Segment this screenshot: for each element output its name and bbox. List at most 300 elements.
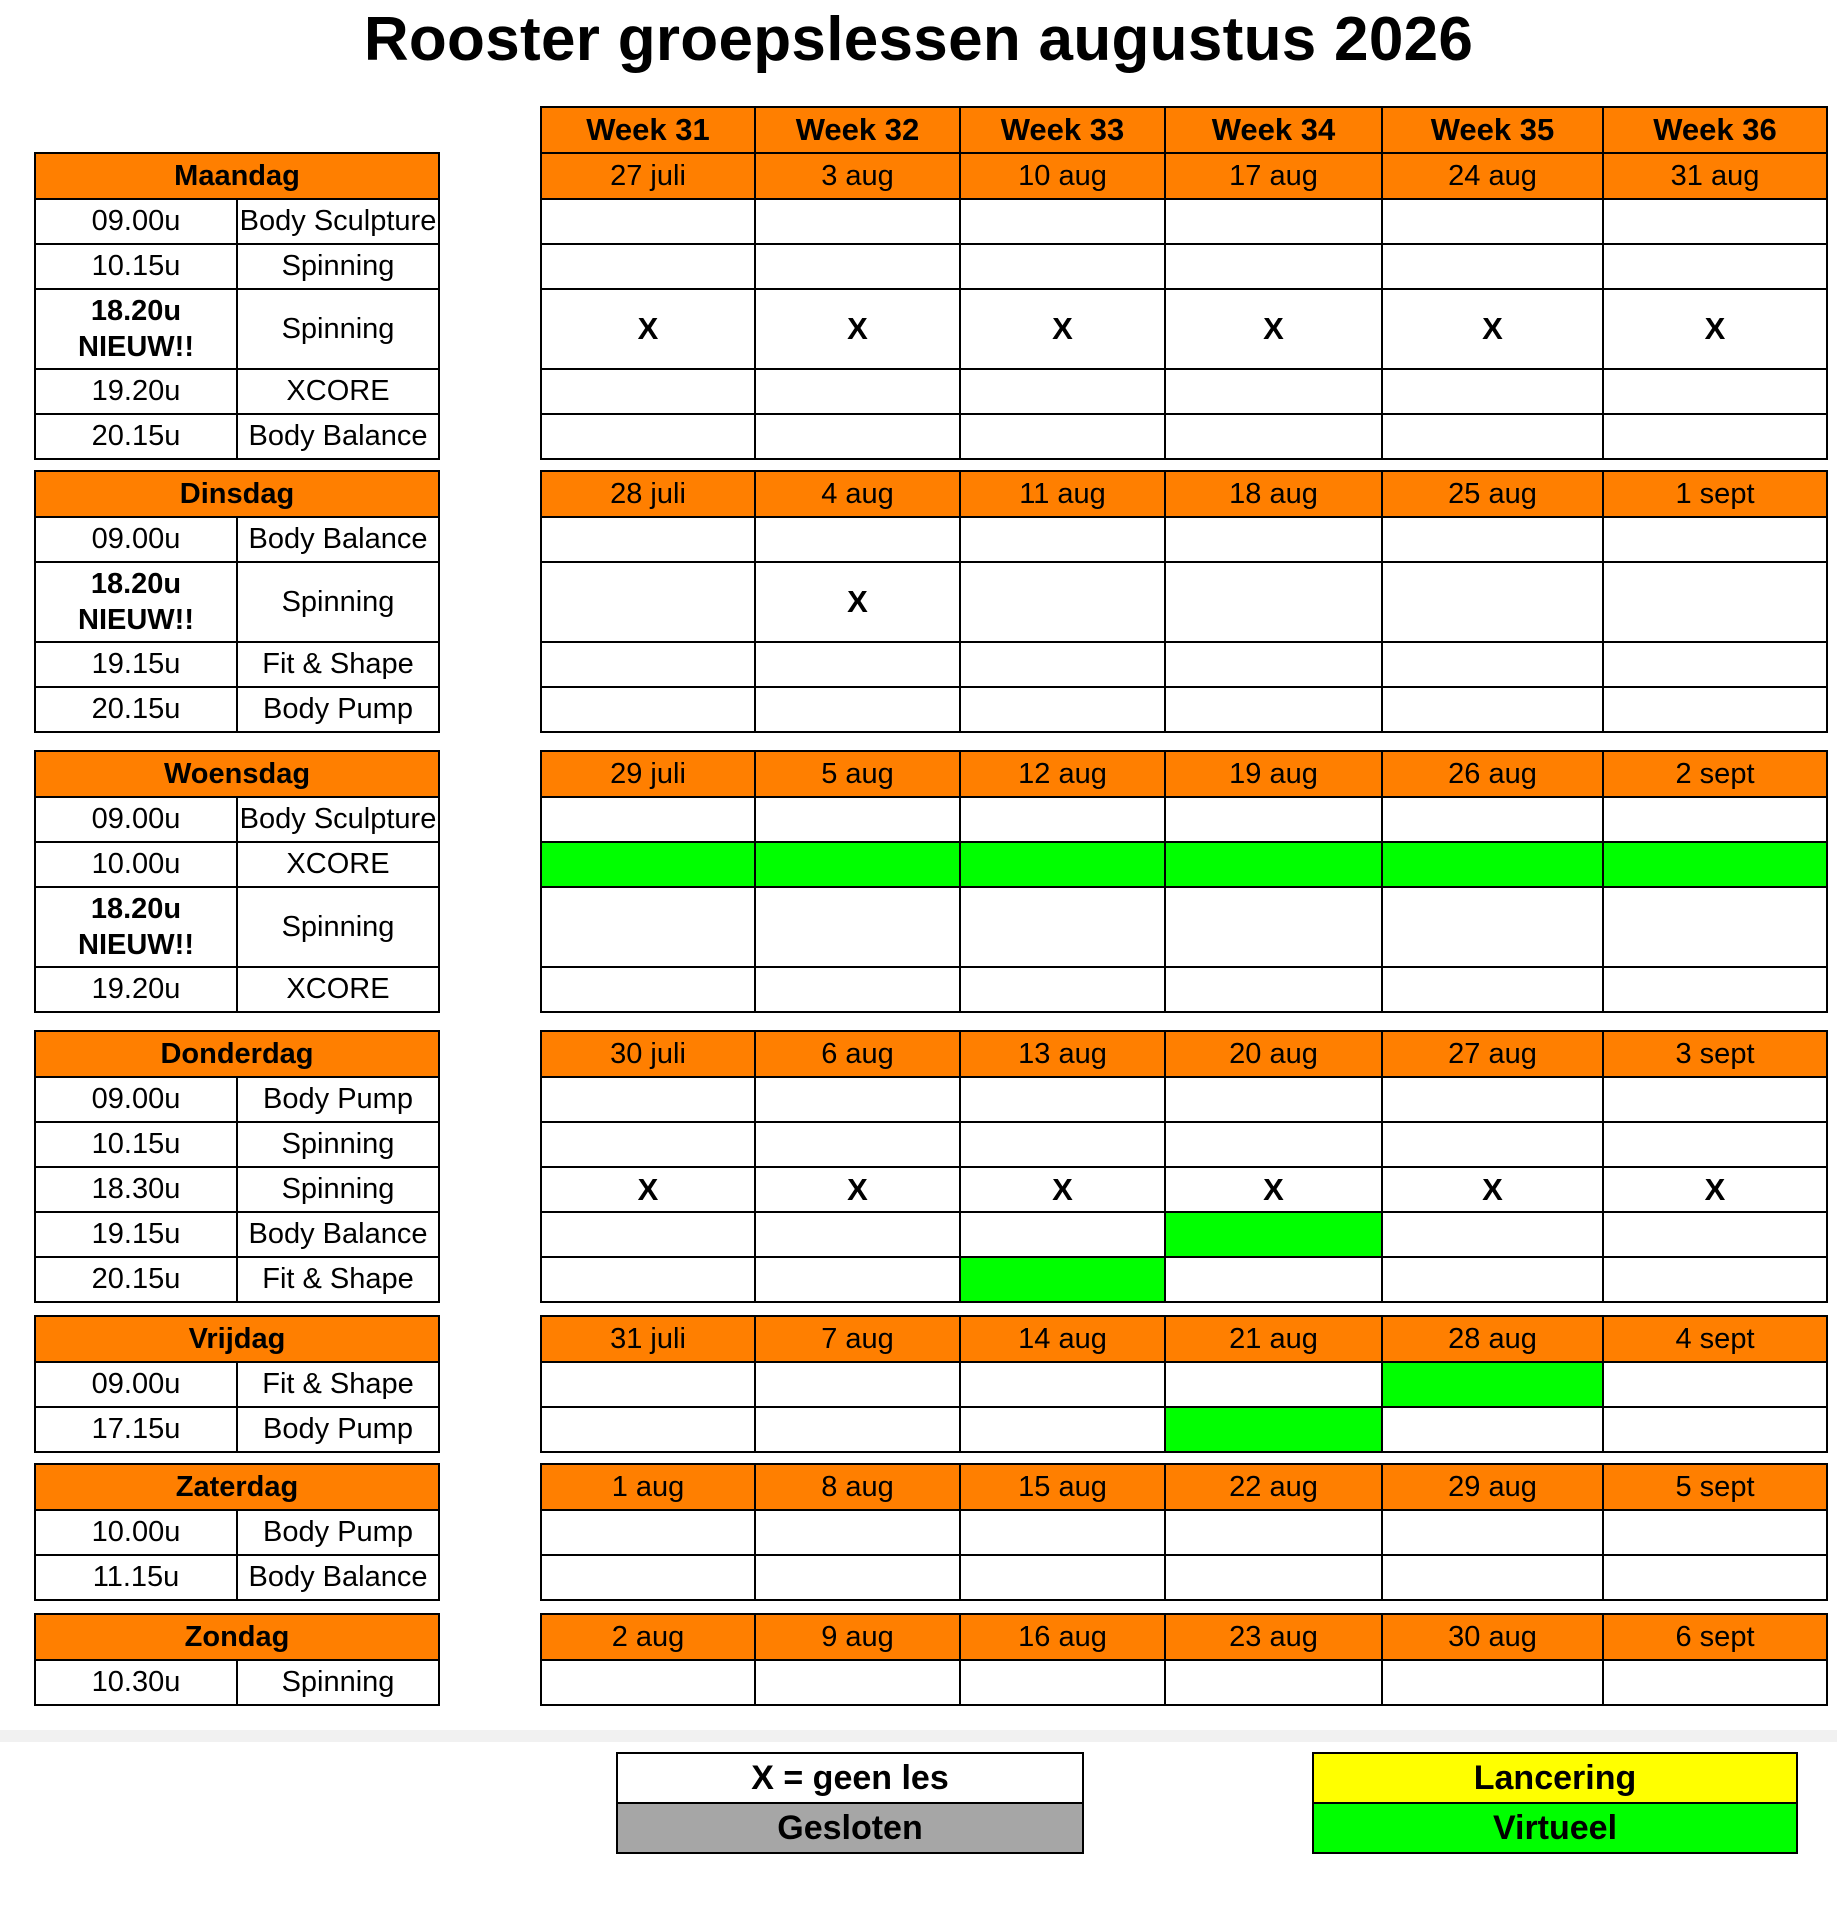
empty-cell (1165, 967, 1382, 1012)
date-cell: 26 aug (1382, 751, 1603, 797)
empty-cell (1382, 199, 1603, 244)
empty-cell (541, 1077, 755, 1122)
empty-cell (541, 797, 755, 842)
empty-cell (541, 414, 755, 459)
empty-cell (1603, 1407, 1827, 1452)
no-class-mark: X (541, 289, 755, 369)
empty-cell (1603, 562, 1827, 642)
day-grid-zaterdag (540, 1463, 1828, 1601)
empty-cell (960, 1362, 1165, 1407)
empty-cell (1603, 687, 1827, 732)
day-table-maandag (34, 152, 440, 460)
day-table-vrijdag (34, 1315, 440, 1453)
empty-cell (1165, 562, 1382, 642)
lesson-time (35, 887, 237, 967)
legend-right (1312, 1752, 1798, 1854)
empty-cell (960, 517, 1165, 562)
date-cell: 18 aug (1165, 471, 1382, 517)
lesson-time (35, 289, 237, 369)
lesson-row (35, 1362, 439, 1407)
lesson-row (35, 562, 439, 642)
empty-cell (755, 1407, 960, 1452)
legend-launch: Lancering (1313, 1753, 1797, 1803)
date-cell: 4 aug (755, 471, 960, 517)
day-name: Maandag (35, 153, 439, 199)
empty-cell (1382, 1510, 1603, 1555)
day-name: Donderdag (35, 1031, 439, 1077)
lesson-time (35, 562, 237, 642)
empty-cell (541, 1122, 755, 1167)
empty-cell (960, 1212, 1165, 1257)
date-cell: 13 aug (960, 1031, 1165, 1077)
lesson-grid-row (541, 687, 1827, 732)
empty-cell (1382, 797, 1603, 842)
empty-cell (1382, 1660, 1603, 1705)
lesson-grid-row (541, 887, 1827, 967)
date-cell: 7 aug (755, 1316, 960, 1362)
empty-cell (1165, 797, 1382, 842)
empty-cell (1165, 687, 1382, 732)
date-cell: 4 sept (1603, 1316, 1827, 1362)
lesson-new-note: NIEUW!! (78, 331, 194, 363)
empty-cell (1165, 1510, 1382, 1555)
lesson-grid-row (541, 967, 1827, 1012)
empty-cell (541, 1362, 755, 1407)
lesson-class: Spinning (237, 244, 439, 289)
lesson-row (35, 1510, 439, 1555)
lesson-class: Body Balance (237, 517, 439, 562)
lesson-class: XCORE (237, 967, 439, 1012)
date-cell: 1 aug (541, 1464, 755, 1510)
lesson-class: Body Pump (237, 1510, 439, 1555)
empty-cell (755, 1555, 960, 1600)
lesson-row (35, 1167, 439, 1212)
week-header: Week 32 (755, 107, 960, 153)
lesson-class: Body Balance (237, 1212, 439, 1257)
empty-cell (755, 1362, 960, 1407)
week-header: Week 36 (1603, 107, 1827, 153)
lesson-row (35, 244, 439, 289)
lesson-grid-row (541, 1167, 1827, 1212)
empty-cell (541, 1660, 755, 1705)
lesson-grid-row (541, 369, 1827, 414)
day-table-zondag (34, 1613, 440, 1706)
date-cell: 9 aug (755, 1614, 960, 1660)
day-name: Zondag (35, 1614, 439, 1660)
date-cell: 20 aug (1165, 1031, 1382, 1077)
empty-cell (1382, 562, 1603, 642)
lesson-grid-row (541, 517, 1827, 562)
lesson-class: Body Balance (237, 1555, 439, 1600)
lesson-time: 11.15u (35, 1555, 237, 1600)
empty-cell (755, 642, 960, 687)
lesson-time: 19.20u (35, 967, 237, 1012)
empty-cell (1382, 967, 1603, 1012)
lesson-class: Fit & Shape (237, 642, 439, 687)
lesson-class: Spinning (237, 1660, 439, 1705)
virtual-cell (541, 842, 755, 887)
date-cell: 19 aug (1165, 751, 1382, 797)
empty-cell (960, 967, 1165, 1012)
lesson-time-value: 18.20u (90, 295, 182, 327)
empty-cell (755, 1660, 960, 1705)
empty-cell (1603, 887, 1827, 967)
empty-cell (755, 797, 960, 842)
empty-cell (755, 1122, 960, 1167)
empty-cell (541, 687, 755, 732)
empty-cell (1165, 1257, 1382, 1302)
no-class-mark: X (1603, 289, 1827, 369)
no-class-mark: X (1165, 1167, 1382, 1212)
empty-cell (541, 369, 755, 414)
empty-cell (1382, 1212, 1603, 1257)
no-class-mark: X (755, 289, 960, 369)
virtual-cell (960, 842, 1165, 887)
date-cell: 22 aug (1165, 1464, 1382, 1510)
virtual-cell (1165, 1212, 1382, 1257)
empty-cell (755, 369, 960, 414)
virtual-cell (1382, 842, 1603, 887)
lesson-time: 09.00u (35, 1362, 237, 1407)
empty-cell (1165, 1555, 1382, 1600)
lesson-time: 17.15u (35, 1407, 237, 1452)
empty-cell (1603, 1257, 1827, 1302)
empty-cell (755, 687, 960, 732)
empty-cell (960, 1555, 1165, 1600)
date-cell: 16 aug (960, 1614, 1165, 1660)
date-cell: 23 aug (1165, 1614, 1382, 1660)
empty-cell (755, 1257, 960, 1302)
week-header: Week 33 (960, 107, 1165, 153)
date-cell: 31 juli (541, 1316, 755, 1362)
day-name: Zaterdag (35, 1464, 439, 1510)
legend-left (616, 1752, 1084, 1854)
lesson-grid-row (541, 289, 1827, 369)
week-header: Week 34 (1165, 107, 1382, 153)
empty-cell (541, 1407, 755, 1452)
empty-cell (755, 1510, 960, 1555)
virtual-cell (1165, 842, 1382, 887)
lesson-grid-row (541, 1660, 1827, 1705)
day-name: Dinsdag (35, 471, 439, 517)
lesson-class: Body Pump (237, 1077, 439, 1122)
day-table-donderdag (34, 1030, 440, 1303)
lesson-row (35, 1122, 439, 1167)
day-name: Vrijdag (35, 1316, 439, 1362)
lesson-grid-row (541, 797, 1827, 842)
lesson-row (35, 967, 439, 1012)
day-grid-donderdag (540, 1030, 1828, 1303)
empty-cell (541, 1212, 755, 1257)
date-cell: 15 aug (960, 1464, 1165, 1510)
date-cell: 17 aug (1165, 153, 1382, 199)
lesson-row (35, 887, 439, 967)
day-name: Woensdag (35, 751, 439, 797)
lesson-class: Body Sculpture (237, 797, 439, 842)
lesson-class: Fit & Shape (237, 1362, 439, 1407)
no-class-mark: X (1603, 1167, 1827, 1212)
empty-cell (1165, 199, 1382, 244)
legend-closed: Gesloten (617, 1803, 1083, 1853)
empty-cell (1382, 369, 1603, 414)
empty-cell (1603, 1122, 1827, 1167)
lesson-class: Spinning (237, 562, 439, 642)
lesson-class: Spinning (237, 887, 439, 967)
empty-cell (1382, 1555, 1603, 1600)
empty-cell (1382, 687, 1603, 732)
lesson-time: 09.00u (35, 1077, 237, 1122)
lesson-time: 20.15u (35, 687, 237, 732)
date-cell: 1 sept (1603, 471, 1827, 517)
empty-cell (541, 887, 755, 967)
date-cell: 27 aug (1382, 1031, 1603, 1077)
lesson-grid-row (541, 199, 1827, 244)
lesson-time-value: 18.20u (90, 568, 182, 600)
empty-cell (1382, 414, 1603, 459)
empty-cell (960, 1510, 1165, 1555)
no-class-mark: X (755, 562, 960, 642)
lesson-grid-row (541, 562, 1827, 642)
empty-cell (1603, 1555, 1827, 1600)
empty-cell (541, 517, 755, 562)
date-cell: 11 aug (960, 471, 1165, 517)
lesson-time: 18.30u (35, 1167, 237, 1212)
empty-cell (960, 797, 1165, 842)
legend-virtual: Virtueel (1313, 1803, 1797, 1853)
empty-cell (960, 1077, 1165, 1122)
empty-cell (960, 1407, 1165, 1452)
virtual-cell (755, 842, 960, 887)
empty-cell (1382, 1257, 1603, 1302)
empty-cell (1603, 1212, 1827, 1257)
lesson-class: XCORE (237, 842, 439, 887)
lesson-row (35, 842, 439, 887)
week-header: Week 31 (541, 107, 755, 153)
empty-cell (1603, 1362, 1827, 1407)
date-cell: 5 aug (755, 751, 960, 797)
empty-cell (755, 517, 960, 562)
date-cell: 27 juli (541, 153, 755, 199)
lesson-grid-row (541, 1077, 1827, 1122)
lesson-time: 20.15u (35, 414, 237, 459)
empty-cell (1165, 1660, 1382, 1705)
date-cell: 29 juli (541, 751, 755, 797)
lesson-row (35, 517, 439, 562)
date-cell: 24 aug (1382, 153, 1603, 199)
lesson-grid-row (541, 414, 1827, 459)
day-table-woensdag (34, 750, 440, 1013)
empty-cell (755, 414, 960, 459)
lesson-row (35, 414, 439, 459)
no-class-mark: X (1382, 289, 1603, 369)
lesson-grid-row (541, 1362, 1827, 1407)
lesson-class: Fit & Shape (237, 1257, 439, 1302)
no-class-mark: X (960, 1167, 1165, 1212)
empty-cell (960, 199, 1165, 244)
empty-cell (755, 967, 960, 1012)
lesson-time: 10.30u (35, 1660, 237, 1705)
lesson-class: XCORE (237, 369, 439, 414)
empty-cell (1382, 1077, 1603, 1122)
empty-cell (960, 369, 1165, 414)
week-header-table (540, 106, 1828, 154)
empty-cell (1165, 517, 1382, 562)
date-cell: 5 sept (1603, 1464, 1827, 1510)
day-grid-zondag (540, 1613, 1828, 1706)
lesson-grid-row (541, 642, 1827, 687)
empty-cell (755, 199, 960, 244)
empty-cell (1603, 244, 1827, 289)
virtual-cell (1603, 842, 1827, 887)
no-class-mark: X (755, 1167, 960, 1212)
empty-cell (960, 414, 1165, 459)
empty-cell (1603, 642, 1827, 687)
lesson-class: Body Pump (237, 1407, 439, 1452)
virtual-cell (960, 1257, 1165, 1302)
empty-cell (541, 199, 755, 244)
empty-cell (541, 244, 755, 289)
empty-cell (541, 1555, 755, 1600)
empty-cell (1382, 887, 1603, 967)
date-cell: 30 juli (541, 1031, 755, 1077)
empty-cell (1165, 414, 1382, 459)
lesson-time: 19.15u (35, 642, 237, 687)
empty-cell (541, 642, 755, 687)
lesson-time-value: 18.20u (90, 893, 182, 925)
legend-no-class: X = geen les (617, 1753, 1083, 1803)
empty-cell (1165, 642, 1382, 687)
lesson-row (35, 797, 439, 842)
lesson-grid-row (541, 842, 1827, 887)
empty-cell (541, 562, 755, 642)
lesson-row (35, 1407, 439, 1452)
empty-cell (1165, 1362, 1382, 1407)
lesson-grid-row (541, 1407, 1827, 1452)
empty-cell (1382, 642, 1603, 687)
date-cell: 6 sept (1603, 1614, 1827, 1660)
date-cell: 30 aug (1382, 1614, 1603, 1660)
lesson-new-note: NIEUW!! (78, 604, 194, 636)
lesson-row (35, 289, 439, 369)
lesson-grid-row (541, 1212, 1827, 1257)
lesson-row (35, 1257, 439, 1302)
empty-cell (1382, 244, 1603, 289)
lesson-class: Spinning (237, 1122, 439, 1167)
empty-cell (1603, 199, 1827, 244)
lesson-class: Body Pump (237, 687, 439, 732)
empty-cell (1382, 1122, 1603, 1167)
no-class-mark: X (1165, 289, 1382, 369)
date-cell: 28 aug (1382, 1316, 1603, 1362)
lesson-time: 19.15u (35, 1212, 237, 1257)
lesson-time: 09.00u (35, 797, 237, 842)
lesson-grid-row (541, 244, 1827, 289)
date-cell: 21 aug (1165, 1316, 1382, 1362)
lesson-new-note: NIEUW!! (78, 929, 194, 961)
lesson-row (35, 1077, 439, 1122)
empty-cell (541, 1257, 755, 1302)
date-cell: 12 aug (960, 751, 1165, 797)
lesson-row (35, 1555, 439, 1600)
empty-cell (1603, 797, 1827, 842)
empty-cell (1165, 887, 1382, 967)
day-table-dinsdag (34, 470, 440, 733)
empty-cell (960, 1122, 1165, 1167)
empty-cell (755, 244, 960, 289)
page-title: Rooster groepslessen augustus 2026 (363, 5, 1474, 74)
lesson-time: 19.20u (35, 369, 237, 414)
lesson-row (35, 642, 439, 687)
virtual-cell (1382, 1362, 1603, 1407)
lesson-grid-row (541, 1555, 1827, 1600)
date-cell: 31 aug (1603, 153, 1827, 199)
date-cell: 2 aug (541, 1614, 755, 1660)
lesson-time: 10.15u (35, 1122, 237, 1167)
date-cell: 3 sept (1603, 1031, 1827, 1077)
empty-cell (1165, 1077, 1382, 1122)
lesson-class: Spinning (237, 289, 439, 369)
lesson-row (35, 199, 439, 244)
date-cell: 14 aug (960, 1316, 1165, 1362)
day-table-zaterdag (34, 1463, 440, 1601)
empty-cell (1603, 1510, 1827, 1555)
empty-cell (1603, 1660, 1827, 1705)
lesson-time: 09.00u (35, 199, 237, 244)
day-grid-vrijdag (540, 1315, 1828, 1453)
day-grid-dinsdag (540, 470, 1828, 733)
empty-cell (1603, 967, 1827, 1012)
empty-cell (755, 1077, 960, 1122)
date-cell: 10 aug (960, 153, 1165, 199)
date-cell: 25 aug (1382, 471, 1603, 517)
date-cell: 6 aug (755, 1031, 960, 1077)
separator-band (0, 1730, 1837, 1742)
lesson-class: Spinning (237, 1167, 439, 1212)
date-cell: 8 aug (755, 1464, 960, 1510)
empty-cell (1382, 1407, 1603, 1452)
empty-cell (960, 562, 1165, 642)
lesson-grid-row (541, 1257, 1827, 1302)
empty-cell (1382, 517, 1603, 562)
date-cell: 2 sept (1603, 751, 1827, 797)
empty-cell (755, 887, 960, 967)
empty-cell (1603, 1077, 1827, 1122)
empty-cell (960, 887, 1165, 967)
lesson-time: 10.00u (35, 842, 237, 887)
empty-cell (541, 967, 755, 1012)
empty-cell (1165, 1122, 1382, 1167)
day-grid-woensdag (540, 750, 1828, 1013)
lesson-row (35, 369, 439, 414)
lesson-row (35, 1212, 439, 1257)
empty-cell (1603, 414, 1827, 459)
empty-cell (1165, 369, 1382, 414)
lesson-time: 10.15u (35, 244, 237, 289)
date-cell: 3 aug (755, 153, 960, 199)
empty-cell (960, 1660, 1165, 1705)
no-class-mark: X (541, 1167, 755, 1212)
date-cell: 29 aug (1382, 1464, 1603, 1510)
virtual-cell (1165, 1407, 1382, 1452)
lesson-time: 20.15u (35, 1257, 237, 1302)
lesson-time: 09.00u (35, 517, 237, 562)
lesson-time: 10.00u (35, 1510, 237, 1555)
empty-cell (1165, 244, 1382, 289)
day-grid-maandag (540, 152, 1828, 460)
empty-cell (755, 1212, 960, 1257)
lesson-class: Body Balance (237, 414, 439, 459)
lesson-grid-row (541, 1510, 1827, 1555)
